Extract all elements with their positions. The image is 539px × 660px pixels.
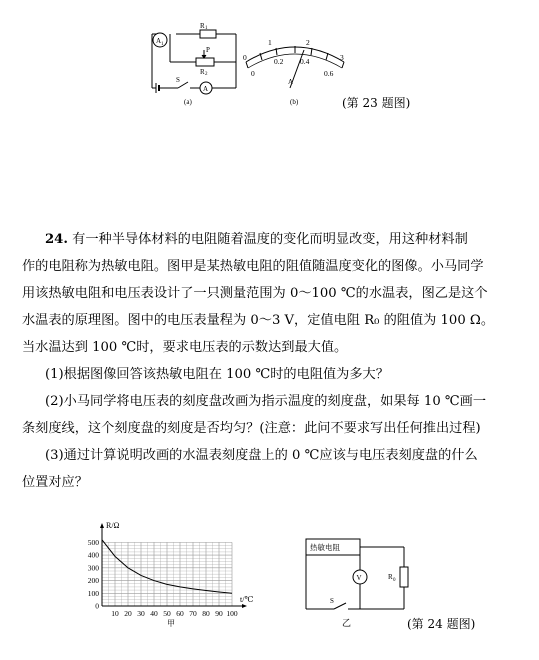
- meter-upper-3: 3: [340, 53, 344, 62]
- r1-label: R: [200, 22, 205, 30]
- r2-label: R: [200, 68, 205, 76]
- q24-sub3-line1: (3)通过计算说明改画的水温表刻度盘上的 0 ℃应该与电压表刻度盘的什么: [45, 448, 478, 463]
- x-axis-arrow-icon: [242, 604, 247, 608]
- meter-b: [246, 46, 344, 88]
- meter-lower-0: 0: [251, 69, 255, 78]
- y-tick-label: 500: [87, 537, 99, 547]
- r0-sub: 0: [393, 578, 396, 583]
- q24-sub2-line1: (2)小马同学将电压表的刻度盘改画为指示温度的刻度盘，如果每 10 ℃画一: [45, 394, 487, 409]
- y-tick-label: 300: [87, 563, 99, 573]
- q24-line-4: 水温表的原理图。图中的电压表量程为 0～3 V，定值电阻 R₀ 的阻值为 100 Ω。: [22, 313, 495, 328]
- voltmeter-label: V: [356, 574, 362, 582]
- x-tick-label: 40: [150, 609, 158, 618]
- q24-text-1: 有一种半导体材料的电阻随着温度的变化而明显改变，用这种材料制: [72, 232, 468, 247]
- chart-grid: [102, 542, 232, 606]
- slider-p-label: P: [206, 46, 210, 54]
- chart-x-label: t/℃: [240, 595, 254, 604]
- figure-b-label: (b): [290, 98, 299, 106]
- x-tick-label: 30: [137, 609, 145, 618]
- y-axis-arrow-icon: [100, 523, 104, 528]
- ammeter-a1-sub: 1: [161, 42, 164, 47]
- q24-caption: (第 24 题图): [407, 617, 476, 631]
- x-tick-label: 80: [202, 609, 210, 618]
- x-tick-label: 90: [215, 609, 223, 618]
- meter-upper-1: 1: [268, 38, 272, 47]
- q24-sub3-line2: 位置对应？: [22, 475, 88, 490]
- x-tick-label: 10: [111, 609, 119, 618]
- circuit-yi: [300, 535, 420, 630]
- q23-caption: (第 23 题图): [342, 96, 411, 110]
- q24-line-3: 用该热敏电阻和电压表设计了一只测量范围为 0～100 ℃的水温表，图乙是这个: [22, 286, 488, 301]
- q24-line-2: 作的电阻称为热敏电阻。图甲是某热敏电阻的阻值随温度变化的图像。小马同学: [22, 259, 484, 274]
- thermistor-chart: [80, 510, 260, 630]
- y-tick-label: 400: [87, 550, 99, 560]
- x-tick-label: 70: [189, 609, 197, 618]
- r0-resistor: [400, 567, 408, 587]
- q24-sub2-line2: 条刻度线，这个刻度盘的刻度是否均匀？(注意：此问不要求写出任何推出过程): [22, 421, 481, 436]
- meter-lower-3: 0.6: [324, 69, 334, 78]
- meter-lower-2: 0.4: [300, 57, 310, 66]
- ammeter-a1-label: A: [156, 37, 162, 45]
- ammeter-a2-label: A: [203, 85, 209, 93]
- r0-label: R: [388, 573, 393, 581]
- thermistor-label: 热敏电阻: [310, 543, 340, 552]
- figure-a-label: (a): [184, 98, 192, 106]
- q23-figure: [140, 18, 350, 110]
- y-tick-label: 200: [87, 576, 99, 586]
- meter-upper-2: 2: [306, 38, 310, 47]
- x-tick-label: 20: [124, 609, 132, 618]
- x-tick-label: 60: [176, 609, 184, 618]
- meter-unit: A: [288, 78, 294, 86]
- q24-line-1: [45, 228, 468, 252]
- x-tick-label: 50: [163, 609, 171, 618]
- q24-number: 24.: [45, 232, 68, 247]
- chart-y-label: R/Ω: [106, 521, 120, 530]
- r2-sub: 2: [205, 72, 208, 77]
- switch-s-label-yi: S: [330, 597, 334, 605]
- y-tick-label: 100: [87, 588, 99, 598]
- y-tick-label: 0: [95, 601, 99, 611]
- q24-sub1: (1)根据图像回答该热敏电阻在 100 ℃时的电阻值为多大？: [45, 367, 389, 382]
- meter-upper-0: 0: [243, 53, 247, 62]
- meter-lower-1: 0.2: [274, 57, 284, 66]
- chart-title-jia: 甲: [167, 619, 175, 628]
- switch-s-label: S: [176, 76, 180, 84]
- r1-sub: 1: [205, 26, 208, 31]
- x-tick-label: 100: [226, 609, 238, 618]
- figure-yi-label: 乙: [342, 619, 352, 629]
- q24-line-5: 当水温达到 100 ℃时，要求电压表的示数达到最大值。: [22, 340, 348, 355]
